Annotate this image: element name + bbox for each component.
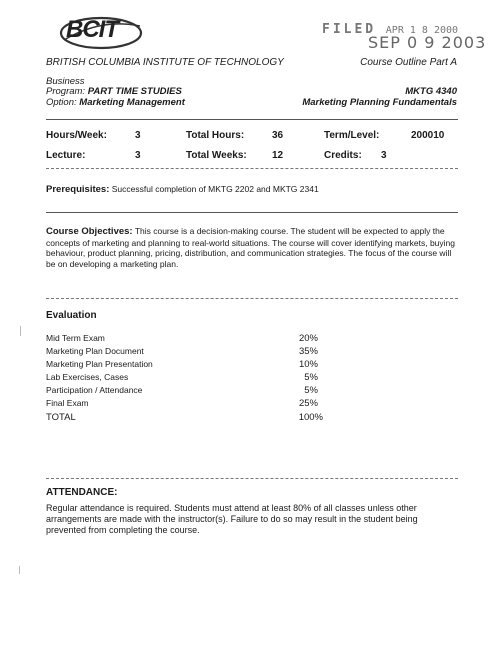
evaluation-weight: 25% — [298, 398, 318, 409]
divider — [46, 119, 458, 120]
evaluation-weight: 5% — [304, 385, 318, 396]
evaluation-weight: 5% — [304, 372, 318, 383]
evaluation-weight: 20% — [298, 333, 318, 344]
program-label: Program: — [46, 86, 86, 97]
option-line — [46, 97, 185, 108]
prerequisites — [46, 184, 319, 195]
program-value: PART TIME STUDIES — [87, 86, 182, 97]
divider — [46, 478, 458, 479]
hours-week-value: 3 — [135, 130, 141, 141]
institution-name: BRITISH COLUMBIA INSTITUTE OF TECHNOLOGY — [46, 57, 284, 68]
filed-stamp — [322, 18, 487, 52]
evaluation-total-value: 100% — [298, 412, 323, 423]
evaluation-heading: Evaluation — [46, 310, 97, 321]
lecture-value: 3 — [135, 150, 141, 161]
department: Business — [46, 76, 85, 87]
attendance-heading: ATTENDANCE: — [46, 487, 118, 498]
total-weeks-value: 12 — [272, 150, 284, 161]
evaluation-item: Marketing Plan Document — [46, 346, 144, 356]
evaluation-item: Participation / Attendance — [46, 385, 143, 395]
evaluation-item: Final Exam — [46, 398, 89, 408]
credits-value: 3 — [381, 150, 387, 161]
prerequisites-text: Successful completion of MKTG 2202 and MKTG 2341 — [111, 184, 319, 194]
scan-mark — [20, 326, 21, 336]
option-value: Marketing Management — [79, 97, 185, 108]
outline-label: Course Outline Part A — [360, 57, 457, 68]
stamp-received-date: SEP 0 9 2003 — [368, 33, 487, 52]
lecture-label: Lecture: — [46, 150, 86, 161]
stamp-filed-label: FILED — [322, 22, 377, 37]
evaluation-total-label: TOTAL — [46, 412, 76, 423]
evaluation-weight: 10% — [298, 359, 318, 370]
prerequisites-label: Prerequisites: — [46, 184, 110, 195]
credits-label: Credits: — [324, 150, 362, 161]
stamp-filed-date: APR 1 8 2000 — [385, 25, 459, 36]
divider — [46, 298, 458, 299]
term-value: 200010 — [411, 130, 445, 141]
evaluation-item: Marketing Plan Presentation — [46, 359, 153, 369]
divider — [46, 212, 458, 213]
program-line — [46, 86, 182, 97]
course-objectives — [46, 226, 458, 269]
objectives-text: This course is a decision-making course. The student will be expected to apply the concepts of marketing and planning to real-world situations. The course will cover identifying markets, buying behaviour, product planning, pricing, distribution, and communication strategies. The focus of the course will be on developing a marketing plan. — [46, 226, 455, 269]
attendance-text: Regular attendance is required. Students must attend at least 80% of all classes unless other arrangements are made with the instructor(s). Failure to do so may result in the student being prevented from completing the course. — [46, 503, 418, 535]
total-hours-label: Total Hours: — [186, 130, 245, 141]
hours-week-label: Hours/Week: — [46, 130, 107, 141]
objectives-label: Course Objectives: — [46, 226, 133, 237]
divider — [46, 168, 458, 169]
course-name: Marketing Planning Fundamentals — [302, 97, 457, 108]
logo-text: BCIT — [66, 16, 118, 43]
evaluation-weight: 35% — [298, 346, 318, 357]
total-weeks-label: Total Weeks: — [186, 150, 247, 161]
scan-mark — [19, 566, 20, 574]
evaluation-item: Mid Term Exam — [46, 333, 105, 343]
evaluation-item: Lab Exercises, Cases — [46, 372, 129, 382]
course-code: MKTG 4340 — [405, 86, 457, 97]
option-label: Option: — [46, 97, 77, 108]
total-hours-value: 36 — [272, 130, 284, 141]
term-label: Term/Level: — [324, 130, 380, 141]
